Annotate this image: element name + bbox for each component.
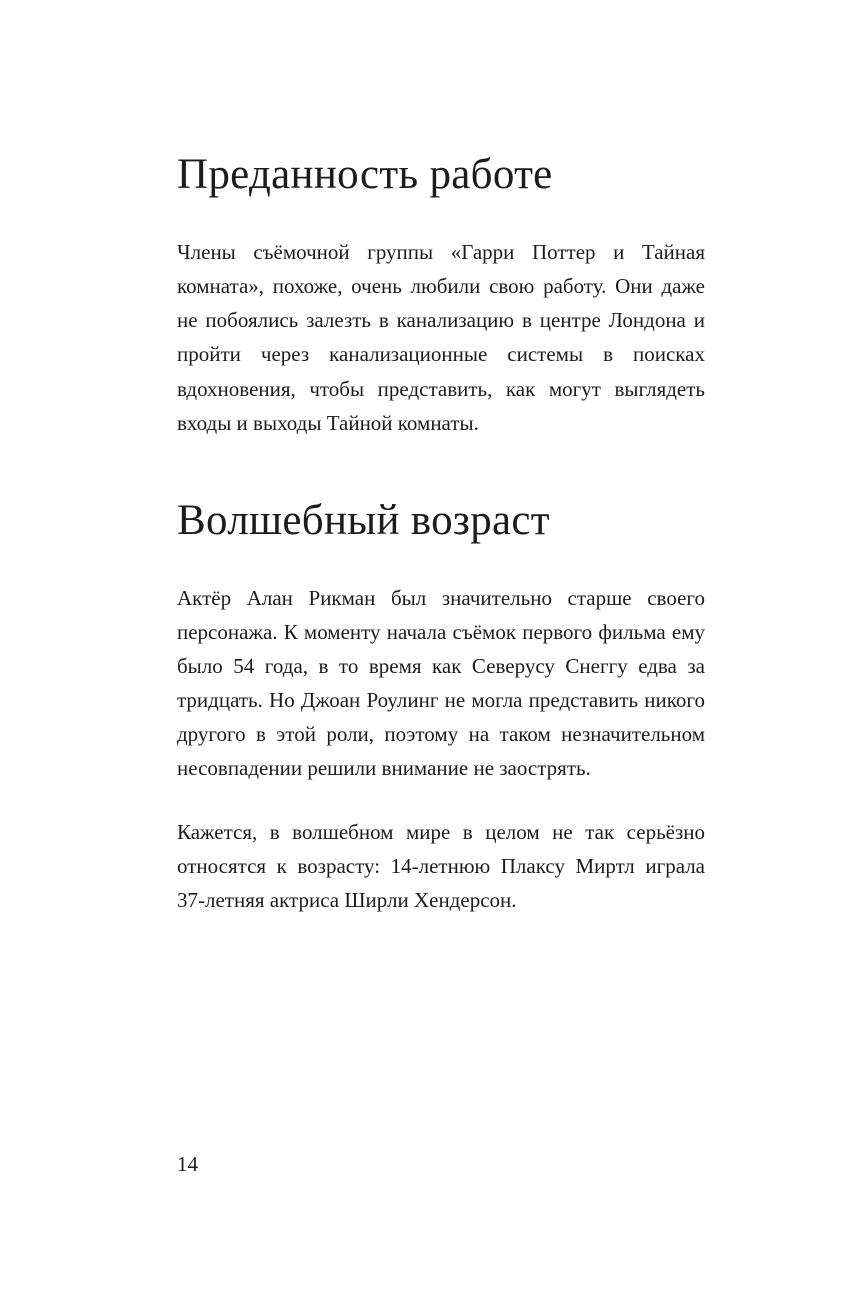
page-number: 14	[177, 1152, 198, 1176]
section-devotion	[177, 150, 705, 440]
section-heading: Преданность работе	[177, 151, 553, 198]
paragraph: Кажется, в волшебном мире в целом не так серьёзно относятся к возрасту: 14-летнюю Плаксу Миртл играла 37-летняя актриса Ширли Хендерсон.	[177, 820, 705, 913]
paragraph: Актёр Алан Рикман был значительно старше своего персонажа. К моменту начала съёмок первого фильма ему было 54 года, в то время как Северусу Снеггу едва за тридцать. Но Джоан Роулинг не могла представить никого другого в этой роли, поэтому на таком незначительном несовпадении решили внимание не заострять.	[177, 585, 705, 781]
section-magic-age	[177, 496, 705, 918]
paragraph: Члены съёмочной группы «Гарри Поттер и Тайная комната», похоже, очень любили свою работу. Они даже не побоялись залезть в канализацию в центре Лондона и пройти через канализационные системы в поисках вдохновения, чтобы представить, как могут выглядеть входы и выходы Тайной комнаты.	[177, 240, 705, 435]
section-heading: Волшебный возраст	[177, 496, 550, 544]
